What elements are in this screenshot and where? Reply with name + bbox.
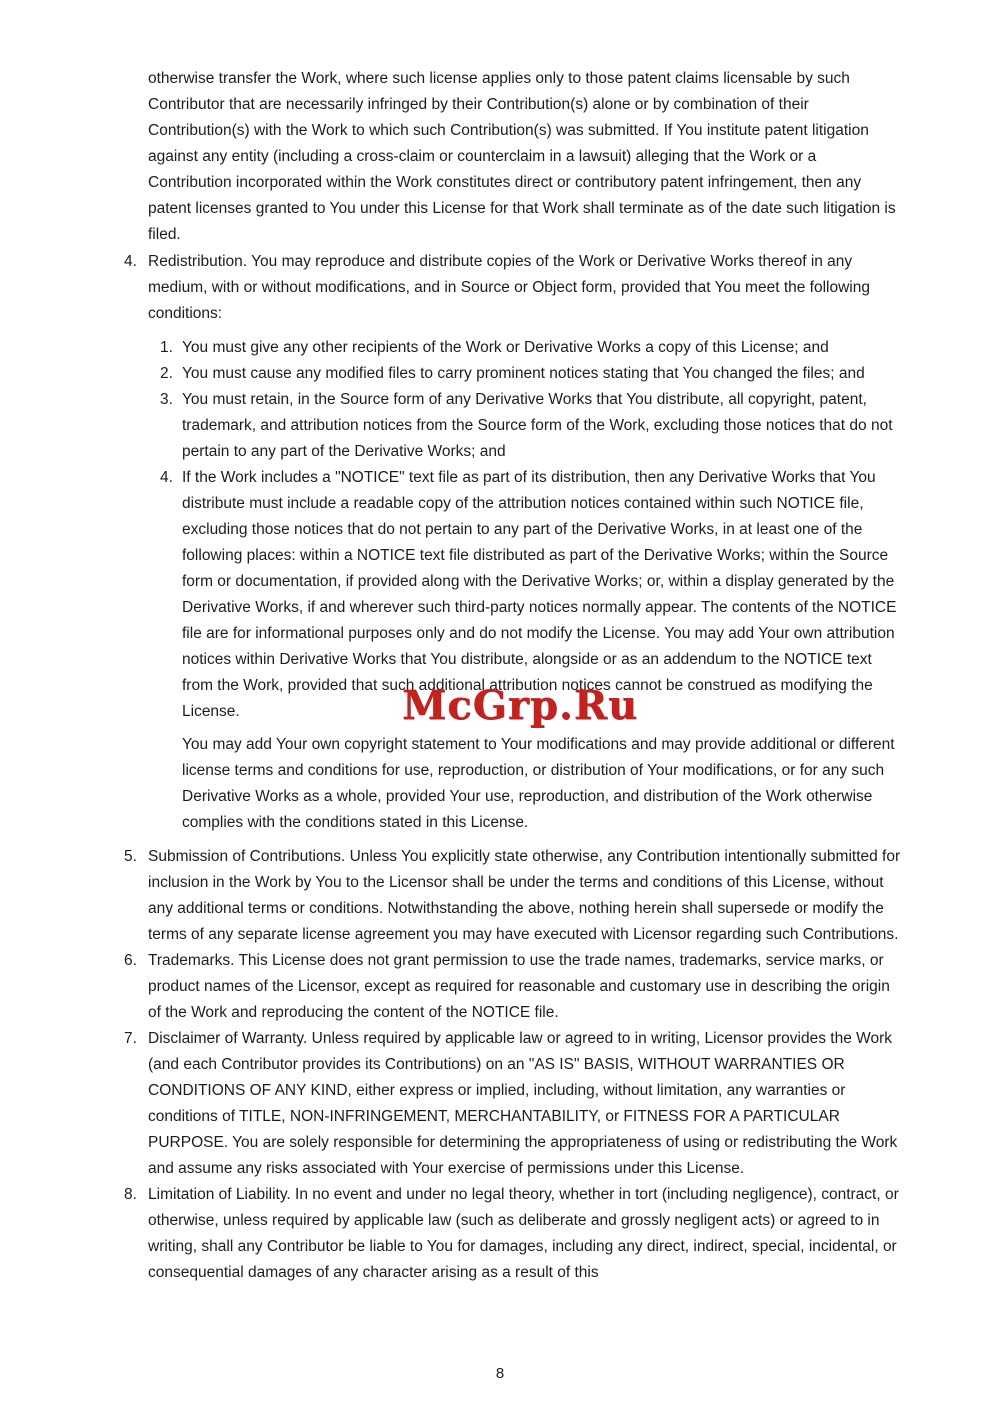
item-number: 4.: [124, 253, 137, 270]
paragraph-patent-clause-continuation: otherwise transfer the Work, where such license applies only to those patent claims licensable by such Contributor that are necessarily infringed by their Contribution(s) alone or by combination of their Contribution(s) with the Work to which such Contribution(s) was submitted. If You institute patent litigation against any entity (including a cross-claim or counterclaim in a lawsuit) alleging that the Work or a Contribution incorporated within the Work constitutes direct or contributory patent infringement, then any patent licenses granted to You under this License for that Work shall terminate as of the date such litigation is filed.: [148, 70, 896, 243]
redistribution-conditions-list: [160, 335, 904, 725]
license-text-block: [124, 66, 904, 1286]
item-text: Limitation of Liability. In no event and under no legal theory, whether in tort (including negligence), contract, or otherwise, unless required by applicable law (such as deliberate and grossly negligent acts) or agreed to in writing, shall any Contributor be liable to You for damages, including any direct, indirect, special, incidental, or consequential damages of any character arising as a result of this: [148, 1186, 899, 1281]
item-text: Redistribution. You may reproduce and distribute copies of the Work or Derivative Works thereof in any medium, with or without modifications, and in Source or Object form, provided that You meet the following conditions:: [148, 253, 870, 322]
paragraph-copyright-statement: You may add Your own copyright statement to Your modifications and may provide additional or different license terms and conditions for use, reproduction, or distribution of Your modifications, or for any such Derivative Works as a whole, provided Your use, reproduction, and distribution of the Work otherwise complies with the conditions stated in this License.: [182, 736, 895, 831]
list-item-redistribution: [124, 249, 904, 836]
item-body: [148, 1026, 904, 1182]
condition-number: 3.: [160, 391, 173, 408]
item-number: 5.: [124, 848, 137, 865]
site-watermark: McGrp.Ru: [402, 682, 639, 729]
item-number: 7.: [124, 1030, 137, 1047]
condition-item: [160, 465, 904, 725]
condition-text: You must give any other recipients of the Work or Derivative Works a copy of this License; and: [182, 339, 829, 356]
condition-number: 1.: [160, 339, 173, 356]
condition-number: 4.: [160, 469, 173, 486]
list-item-trademarks: [124, 948, 904, 1026]
item-body: [148, 948, 904, 1026]
condition-text: You must cause any modified files to carry prominent notices stating that You changed the files; and: [182, 365, 865, 382]
item-text: Submission of Contributions. Unless You explicitly state otherwise, any Contribution intentionally submitted for inclusion in the Work by You to the Licensor shall be under the terms and conditions of this License, without any additional terms or conditions. Notwithstanding the above, nothing herein shall supersede or modify the terms of any separate license agreement you may have executed with Licensor regarding such Contributions.: [148, 848, 901, 943]
condition-text: If the Work includes a "NOTICE" text file as part of its distribution, then any Derivative Works that You distribute must include a readable copy of the attribution notices contained within such NOTICE file, excluding those notices that do not pertain to any part of the Derivative Works, in at least one of the following places: within a NOTICE text file distributed as part of the Derivative Works; within the Source form or documentation, if provided along with the Derivative Works; or, within a display generated by the Derivative Works, if and wherever such third-party notices normally appear. The contents of the NOTICE file are for informational purposes only and do not modify the License. You may add Your own attribution notices within Derivative Works that You distribute, alongside or as an addendum to the NOTICE text from the Work, provided that such additional attribution notices cannot be construed as modifying the License.: [182, 469, 897, 720]
item-text: Trademarks. This License does not grant permission to use the trade names, trademarks, service marks, or product names of the Licensor, except as required for reasonable and customary use in describing the origin of the Work and reproducing the content of the NOTICE file.: [148, 952, 890, 1021]
condition-item: [160, 387, 904, 465]
item-body: [148, 249, 904, 836]
condition-text: You must retain, in the Source form of any Derivative Works that You distribute, all copyright, patent, trademark, and attribution notices from the Source form of the Work, excluding those notices that do not pertain to any part of the Derivative Works; and: [182, 391, 893, 460]
condition-item: [160, 361, 904, 387]
page-number: 8: [495, 1365, 505, 1382]
list-item-disclaimer-of-warranty: [124, 1026, 904, 1182]
item-body: [148, 1182, 904, 1286]
item-body: [148, 844, 904, 948]
list-item-submission-of-contributions: [124, 844, 904, 948]
item-text: Disclaimer of Warranty. Unless required by applicable law or agreed to in writing, Licensor provides the Work (and each Contributor provides its Contributions) on an "AS IS" BASIS, WITHOUT WARRANTIES OR CONDITIONS OF ANY KIND, either express or implied, including, without limitation, any warranties or conditions of TITLE, NON-INFRINGEMENT, MERCHANTABILITY, or FITNESS FOR A PARTICULAR PURPOSE. You are solely responsible for determining the appropriateness of using or redistributing the Work and assume any risks associated with Your exercise of permissions under this License.: [148, 1030, 898, 1177]
item-number: 8.: [124, 1186, 137, 1203]
list-item-limitation-of-liability: [124, 1182, 904, 1286]
item-number: 6.: [124, 952, 137, 969]
condition-number: 2.: [160, 365, 173, 382]
condition-item: [160, 335, 904, 361]
